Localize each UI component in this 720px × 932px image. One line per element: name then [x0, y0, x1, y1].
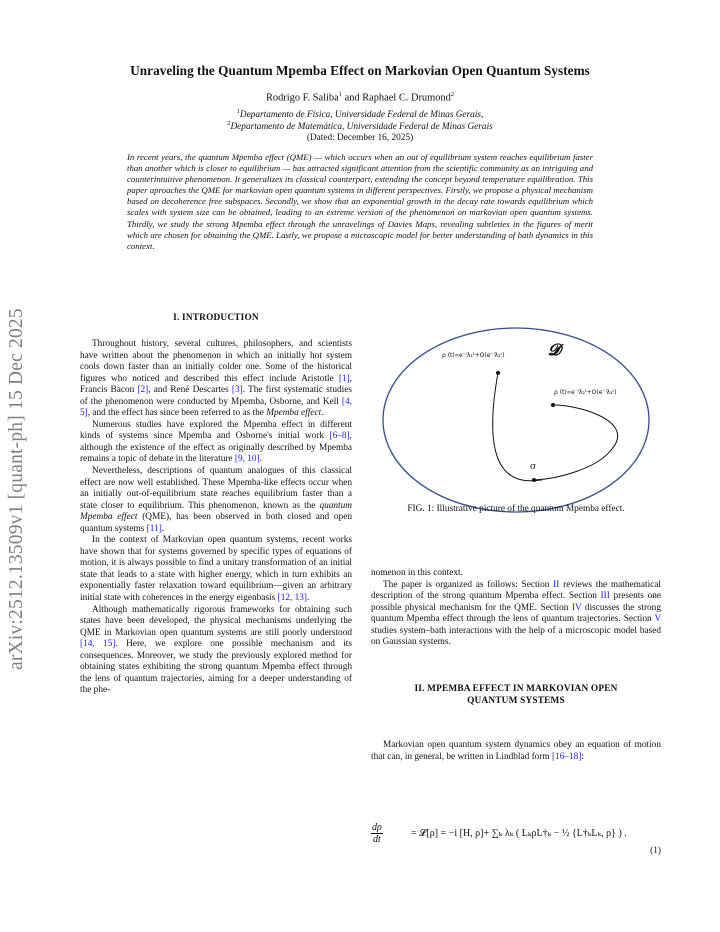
citation-link[interactable]: [16–18] [551, 751, 582, 762]
equation-1 [371, 816, 661, 856]
section-2-heading-line-1: II. MPEMBA EFFECT IN MARKOVIAN OPEN [414, 684, 618, 694]
citation-link[interactable]: [11] [146, 523, 162, 534]
figure-1-caption: FIG. 1: Illustrative picture of the quantum Mpemba effect. [407, 504, 625, 514]
author-line [60, 91, 660, 103]
citation-link[interactable]: [14, 15] [80, 639, 116, 650]
section-link[interactable]: III [600, 591, 610, 602]
figure-1 [372, 324, 660, 517]
intro-paragraph-5: Although mathematically rigorous frameworks for obtaining such states have been developed, the physical mechanisms underlying the QME in Markovian open quantum systems are still poorly understood [14, 15]. Here, we explore one possible mechanism and its consequences. Moreover, we study the previously explored method for obtaining states exhibiting the strong quantum Mpemba effect through the lens of quantum trajectories, aiming for a deeper understanding of the phe- [80, 604, 353, 696]
citation-link[interactable]: [12, 13] [277, 593, 308, 604]
author-2: Raphael C. Drumond [362, 92, 451, 104]
affiliation-2 [60, 120, 660, 132]
equation-number: (1) [650, 846, 661, 856]
citation-link[interactable]: [2] [137, 385, 149, 396]
region-label: 𝓓 [548, 340, 561, 359]
intro-paragraph-6: The paper is organized as follows: Section II reviews the mathematical description of the strong quantum Mpemba effect. Section III presents one possible physical mechanism for the QME. Section IV discusses the strong quantum Mpemba effect through the lens of quantum trajectories. Section V studies system–bath interactions with the help of a microscopic model based on Gaussian systems. [371, 579, 661, 648]
citation-link[interactable]: [1] [338, 373, 350, 384]
intro-paragraph-5-cont: nomenon in this context. [371, 568, 463, 578]
date-line: (Dated: December 16, 2025) [306, 133, 414, 143]
author-1-sup: 1 [338, 91, 342, 98]
section-1-heading: I. INTRODUCTION [173, 313, 259, 323]
region-ellipse [383, 328, 649, 512]
section-2-heading-line-2: QUANTUM SYSTEMS [467, 695, 565, 706]
right-column [371, 568, 661, 649]
citation-link[interactable]: [9, 10] [234, 454, 260, 465]
intro-paragraph-3: Nevertheless, descriptions of quantum analogues of this classical effect are now well established. These Mpemba-like effects occur when an initially out-of-equilibrium state reaches equilibrium faster than a state closer to equilibrium. This phenomenon, known as the quantum Mpemba effect (QME), has been observed in both closed and open quantum systems [11]. [80, 466, 353, 534]
intro-paragraph-2: Numerous studies have explored the Mpemba effect in different kinds of systems since Mpemba and Osborne's initial work [6–8], although the existence of the effect as originally described by Mpemba remains a topic of debate in the literature [9, 10]. [80, 419, 352, 465]
arxiv-stamp: arXiv:2512.13509v1 [quant-ph] 15 Dec 2025 [6, 308, 27, 670]
sigma-point [532, 478, 536, 482]
intro-paragraph-1: Throughout history, several cultures, philosophers, and scientists have written about the phenomenon in which an initially hot system cools down faster than an initially colder one. Some of the historical figures who noticed and described this effect include Aristotle [1], Francis Bacon [2], and René Descartes [3]. The first systematic studies of the phenomenon were conducted by Mpemba, Osborne, and Kell [4, 5], and the effect has since been referred to as the Mpemba effect. [80, 339, 353, 419]
paper-title: Unraveling the Quantum Mpemba Effect on Markovian Open Quantum Systems [130, 63, 590, 78]
equation-rhs: = 𝓛[ρ] = −i [H, ρ]+ ∑ₖ λₖ ( LₖρL†ₖ − ½ {L†ₖLₖ, ρ} ) . [411, 828, 627, 839]
affiliation-1-text: Departamento de Física, Universidade Federal de Minas Gerais, [239, 110, 484, 121]
author-2-sup: 2 [450, 91, 455, 98]
citation-link[interactable]: [6–8] [329, 431, 350, 442]
path-1-label: ρ (t)∝e⁻ˡλ₁ᵗ+O(e⁻ˡλ₂ᵗ) [442, 352, 505, 359]
sigma-label: σ [530, 462, 537, 472]
section-2-heading [371, 684, 661, 707]
author-1: Rodrigo F. Saliba [265, 92, 339, 104]
section-link[interactable]: V [654, 614, 661, 625]
path-2-label: ρ (t)∝e⁻ˡλ₂ᵗ+O(e⁻ˡλ₃ᵗ) [554, 389, 617, 396]
section-2-paragraph-1: Markovian open quantum system dynamics obey an equation of motion that can, in general, be written in Lindblad form [16–18]: [371, 740, 661, 762]
citation-link[interactable]: [3] [231, 385, 243, 396]
section-link[interactable]: II [553, 579, 560, 590]
section-link[interactable]: IV [571, 602, 582, 613]
left-column [80, 339, 352, 697]
abstract: In recent years, the quantum Mpemba effect (QME) — which occurs when an out of equilibrium system reaches equilibrium faster than another which is closer to equilibrium — has attracted significant attention from the scientific community as an intriguing and counterintuitive phenomenon. It generalizes its classical counterpart, extending the concept beyond temperature equilibration. This paper aproaches the QME for markovian open quantum systems in different perspectives. Firstly, we propose a physical mechanism based on decoherence free subspaces. Secondly, we show that an exponential growth in the decay rate towards equilibrium which scales with system size can be obtained, leading to an extreme version of the phenomenon on markovian open quantum systems. Thirdly, we study the strong Mpemba effect through the unravelings of Davies Maps, revealing subtleties in the figures of merit which are chosen for obtaining the QME. Lastly, we propose a microscopic model for better understanding of bath dynamics in this context. [127, 152, 593, 251]
citation-link[interactable]: [4, 5] [80, 396, 352, 419]
author-and: and [341, 92, 363, 104]
emphasis: Mpemba effect [266, 408, 322, 419]
section-2-body [371, 740, 661, 763]
equation-lhs: $\frac{d\rho}{dt}$ [372, 822, 382, 845]
intro-paragraph-4: In the context of Markovian open quantum systems, recent works have shown that for systems governed by specific types of equations of motion, it is always possible to find a unitary transformation of an initial state that leads to a state with higher energy, which in turn exhibits an exponentially faster relaxation toward equilibrium—given an arbitrary initial state with coherences in the energy eigenbasis [12, 13]. [80, 535, 352, 604]
trajectory-2 [534, 405, 618, 480]
affiliation-1-sup: 1 [236, 108, 240, 115]
affiliation-2-text: Departamento de Matemática, Universidade Federal de Minas Gerais [230, 122, 493, 133]
affiliation-2-sup: 2 [227, 120, 231, 127]
emphasis: quantum Mpemba effect [80, 500, 352, 523]
affiliation-1 [60, 108, 660, 120]
